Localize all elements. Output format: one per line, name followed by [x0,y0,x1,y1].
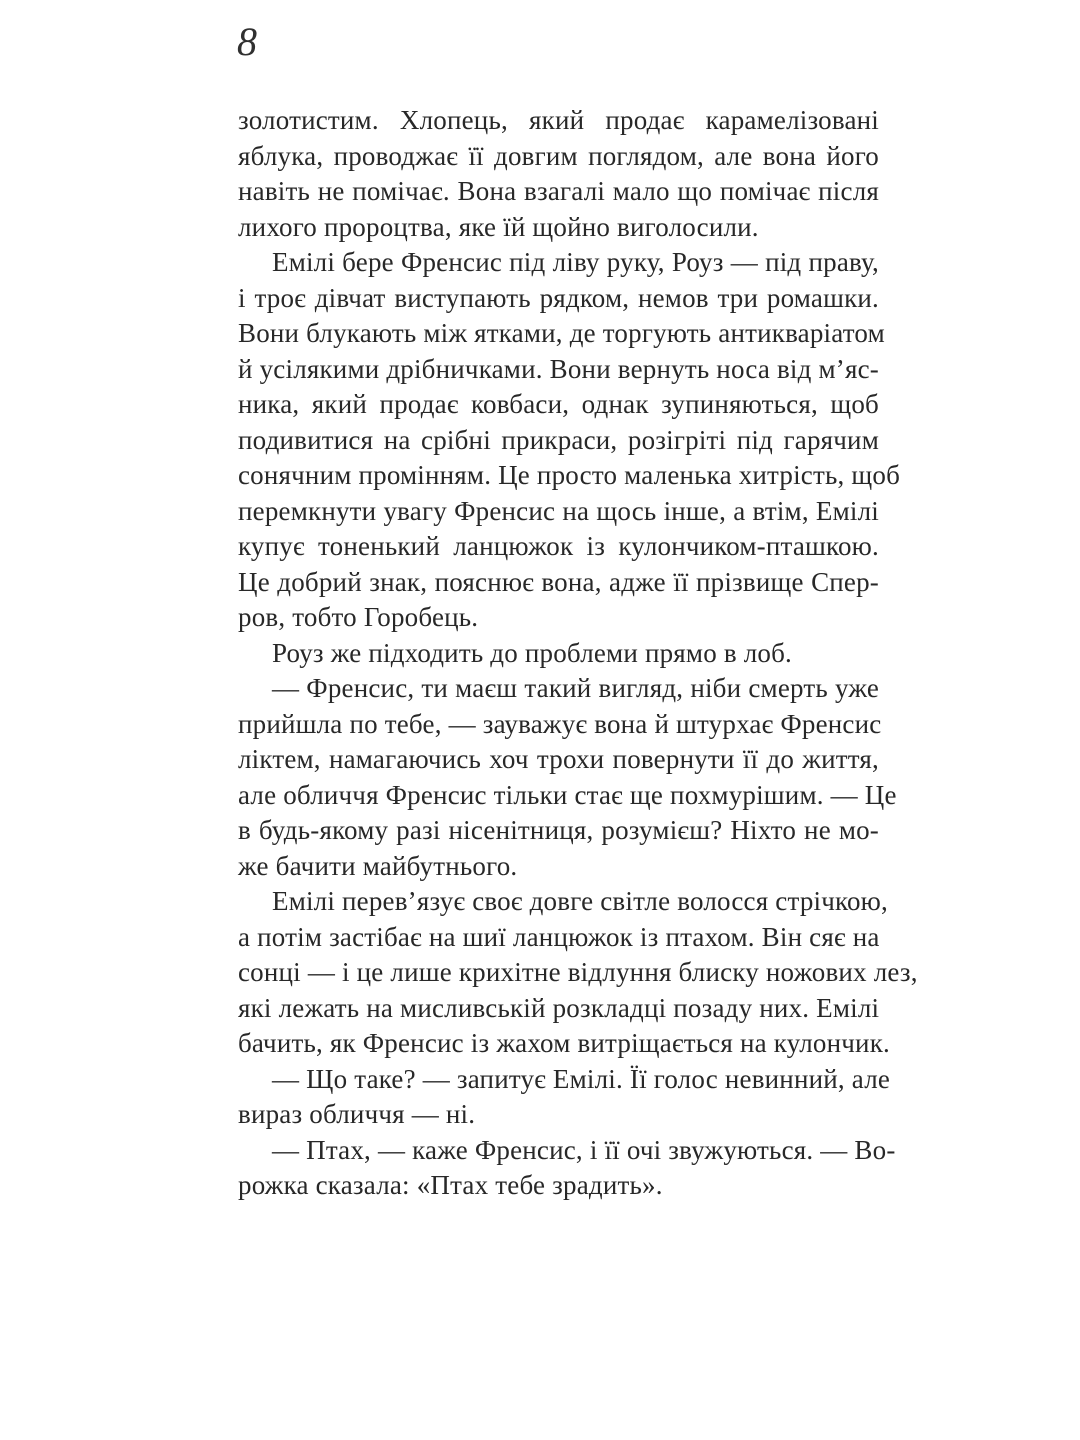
text-line: подивитися на срібні прикраси, розігріті під гарячим [238,424,879,455]
text-line: яблука, проводжає її довгим поглядом, але вона його [238,140,879,171]
text-line: сонячним промінням. Це просто маленька хитрість, щоб [238,460,901,490]
text-line: й усілякими дрібничками. Вони вернуть носа від м’яс- [238,353,879,384]
text-line: лихого пророцтва, яке їй щойно виголосили. [238,211,759,242]
paragraph [238,671,897,884]
paragraph [238,884,918,1062]
text-line: купує тоненький ланцюжок із кулончиком-пташкою. [238,531,879,561]
text-line: перемкнути увагу Френсис на щось інше, а втім, Емілі [238,495,879,526]
text-line: золотистим. Хлопець, який продає карамелізовані [238,105,879,135]
page-number: 8 [237,19,257,64]
text-line: бачить, як Френсис із жахом витріщається на кулончик. [238,1028,890,1058]
text-line: навіть не помічає. Вона взагалі мало що помічає після [238,176,879,206]
text-line: — Що таке? — запитує Емілі. Її голос невинний, але [272,1063,891,1094]
text-block [238,103,918,1204]
text-line: Емілі перев’язує своє довге світле волосся стрічкою, [272,886,888,916]
text-line: ника, який продає ковбаси, однак зупиняються, щоб [238,389,879,419]
text-line: а потім застібає на шиї ланцюжок із птахом. Він сяє на [238,921,880,952]
text-line: рожка сказала: «Птах тебе зрадить». [238,1170,663,1200]
paragraph [238,245,901,636]
text-line: вираз обличчя — ні. [238,1099,476,1129]
text-line: — Птах, — каже Френсис, і її очі звужуються. — Во- [272,1134,896,1165]
text-line: Це добрий знак, пояснює вона, адже її прізвище Спер- [238,566,879,597]
text-line: ров, тобто Горобець. [238,602,479,632]
paragraph [238,103,879,245]
text-line: але обличчя Френсис тільки стає ще похмурішим. — Це [238,779,897,810]
text-line: і троє дівчат виступають рядком, немов три ромашки. [238,282,879,313]
text-line: ліктем, намагаючись хоч трохи повернути її до життя, [238,744,879,774]
text-line: які лежать на мисливській розкладці позаду них. Емілі [238,992,880,1023]
paragraph [238,1062,891,1133]
text-line: Емілі бере Френсис під ліву руку, Роуз — під праву, [272,247,879,277]
text-line: прийшла по тебе, — зауважує вона й штурхає Френсис [238,708,882,739]
paragraph [238,636,879,672]
text-line: Вони блукають між ятками, де торгують антикваріатом [238,318,885,348]
text-line: Роуз же підходить до проблеми прямо в лоб. [272,637,793,668]
text-line: же бачити майбутнього. [238,850,518,881]
text-line: — Френсис, ти маєш такий вигляд, ніби смерть уже [272,673,879,703]
text-line: сонці — і це лише крихітне відлуння блиску ножових лез, [238,957,918,987]
text-line: в будь-якому разі нісенітниця, розумієш? Ніхто не мо- [238,815,879,845]
paragraph [238,1133,896,1204]
